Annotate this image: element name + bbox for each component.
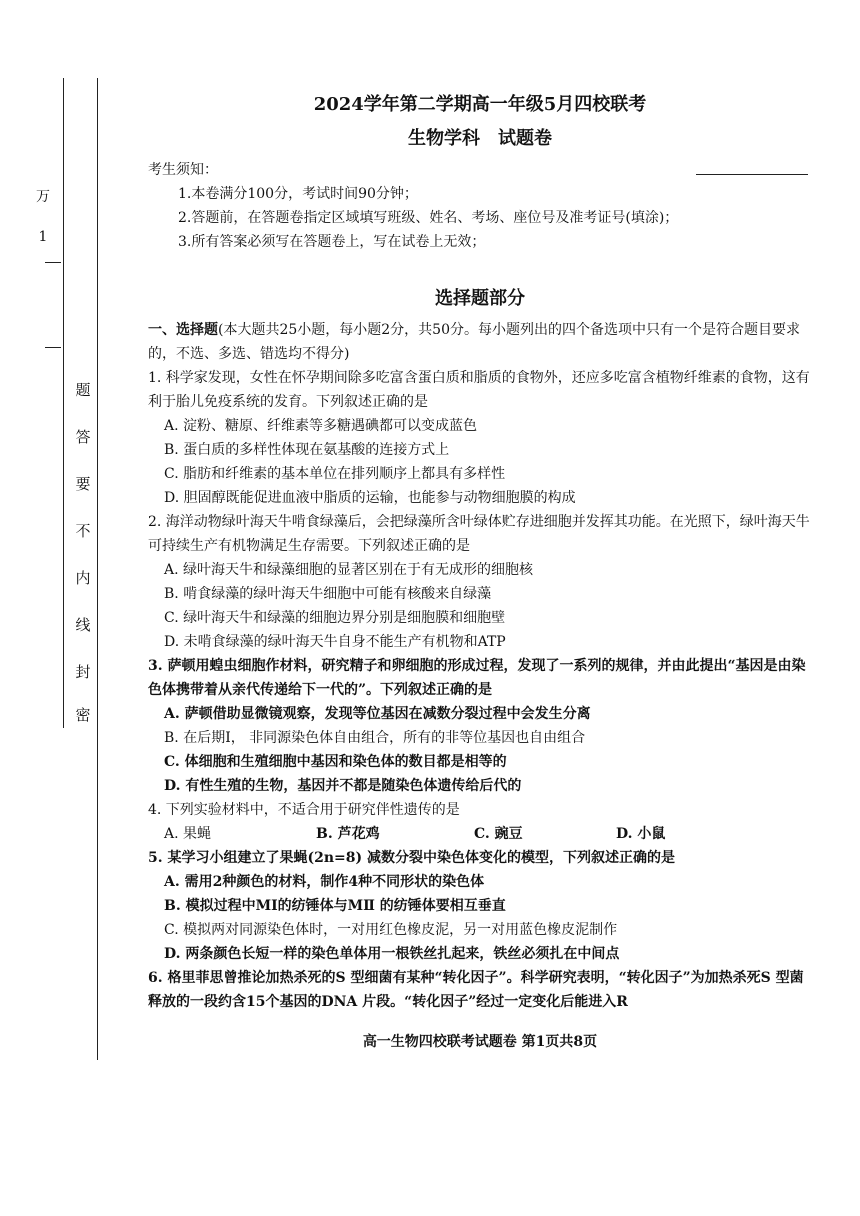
question-option: D. 有性生殖的生物，基因并不都是随染色体遗传给后代的	[164, 778, 522, 794]
seal-char: 答	[75, 428, 91, 446]
notes-item: 2.答题前，在答题卷指定区域填写班级、姓名、考场、座位号及准考证号(填涂)；	[178, 210, 679, 226]
question-option: B. 模拟过程中MI的纺锤体与MⅡ 的纺锤体要相互垂直	[164, 898, 506, 914]
part-label: 一、选择题	[148, 322, 218, 338]
seal-char: 封	[75, 663, 91, 681]
margin-mark-bottom	[45, 347, 61, 348]
question-option: A. 绿叶海天牛和绿藻细胞的显著区别在于有无成形的细胞核	[164, 562, 534, 578]
question-option: B. 芦花鸡	[316, 826, 380, 842]
blank-line	[696, 174, 808, 175]
exam-title: 2024学年第二学期高一年级5月四校联考	[313, 94, 647, 115]
question-option: D. 两条颜色长短一样的染色单体用一根铁丝扎起来，铁丝必须扎在中间点	[164, 946, 620, 962]
question-option: C. 体细胞和生殖细胞中基因和染色体的数目都是相等的	[164, 754, 507, 770]
binding-line-inner	[97, 78, 98, 1060]
part-intro	[148, 318, 812, 366]
questions-body	[148, 318, 812, 1014]
margin-mark-top	[45, 262, 61, 263]
margin-char-wan: 万	[36, 189, 50, 205]
question-stem: 1. 科学家发现，女性在怀孕期间除多吃富含蛋白质和脂质的食物外，还应多吃富含植物纤维素的食物，这有利于胎儿免疫系统的发育。下列叙述正确的是	[148, 370, 810, 410]
exam-subtitle: 生物学科 试题卷	[408, 128, 552, 149]
question-stem: 4. 下列实验材料中，不适合用于研究伴性遗传的是	[148, 802, 460, 818]
seal-char: 题	[75, 381, 91, 399]
part-instructions: (本大题共25小题，每小题2分，共50分。每小题列出的四个备选项中只有一个是符合题目要求的，不选、多选、错选均不得分)	[148, 322, 800, 362]
notes-heading: 考生须知：	[148, 162, 218, 178]
question-option: B. 蛋白质的多样性体现在氨基酸的连接方式上	[164, 442, 450, 458]
question-option: A. 需用2种颜色的材料，制作4种不同形状的染色体	[164, 874, 485, 890]
question-option: C. 模拟两对同源染色体时，一对用红色橡皮泥，另一对用蓝色橡皮泥制作	[164, 922, 618, 938]
question-option: D. 胆固醇既能促进血液中脂质的运输，也能参与动物细胞膜的构成	[164, 490, 576, 506]
section-title: 选择题部分	[435, 288, 525, 309]
question-stem: 3. 萨顿用蝗虫细胞作材料，研究精子和卵细胞的形成过程，发现了一系列的规律，并由此提出“基因是由染色体携带着从亲代传递给下一代的”。下列叙述正确的是	[148, 658, 806, 698]
question-stem: 6. 格里菲思曾推论加热杀死的S 型细菌有某种“转化因子”。科学研究表明，“转化因子”为加热杀死S 型菌释放的一段约含15个基因的DNA 片段。“转化因子”经过一定变化后能进入R	[148, 970, 804, 1010]
question-option: C. 豌豆	[474, 826, 523, 842]
seal-char: 密	[75, 706, 91, 724]
seal-char: 不	[75, 522, 91, 540]
seal-char: 内	[75, 569, 91, 587]
question-option: A. 萨顿借助显微镜观察，发现等位基因在减数分裂过程中会发生分离	[164, 706, 591, 722]
notes-item: 3.所有答案必须写在答题卷上，写在试卷上无效；	[178, 234, 486, 250]
question-option: A. 淀粉、糖原、纤维素等多糖遇碘都可以变成蓝色	[164, 418, 478, 434]
margin-char-1: 1	[38, 229, 48, 245]
candidate-notes	[148, 158, 678, 254]
question-option: D. 未啃食绿藻的绿叶海天牛自身不能生产有机物和ATP	[164, 634, 506, 650]
question-option: A. 果蝇	[164, 826, 212, 842]
question-stem: 5. 某学习小组建立了果蝇(2n=8) 减数分裂中染色体变化的模型，下列叙述正确的是	[148, 850, 676, 866]
question-option: B. 在后期I， 非同源染色体自由组合，所有的非等位基因也自由组合	[164, 730, 586, 746]
seal-char: 线	[75, 616, 91, 634]
question-option: D. 小鼠	[616, 826, 666, 842]
question-option: C. 绿叶海天牛和绿藻的细胞边界分别是细胞膜和细胞壁	[164, 610, 506, 626]
question-option: B. 啃食绿藻的绿叶海天牛细胞中可能有核酸来自绿藻	[164, 586, 492, 602]
notes-item: 1.本卷满分100分，考试时间90分钟；	[178, 186, 418, 202]
seal-char: 要	[75, 475, 91, 493]
question-options-row	[148, 822, 812, 846]
binding-line-outer	[63, 78, 64, 728]
question-stem: 2. 海洋动物绿叶海天牛啃食绿藻后，会把绿藻所含叶绿体贮存进细胞并发挥其功能。在光照下，绿叶海天牛可持续生产有机物满足生存需要。下列叙述正确的是	[148, 514, 810, 554]
page-footer: 高一生物四校联考试题卷 第1页共8页	[362, 1034, 598, 1050]
question-option: C. 脂肪和纤维素的基本单位在排列顺序上都具有多样性	[164, 466, 506, 482]
